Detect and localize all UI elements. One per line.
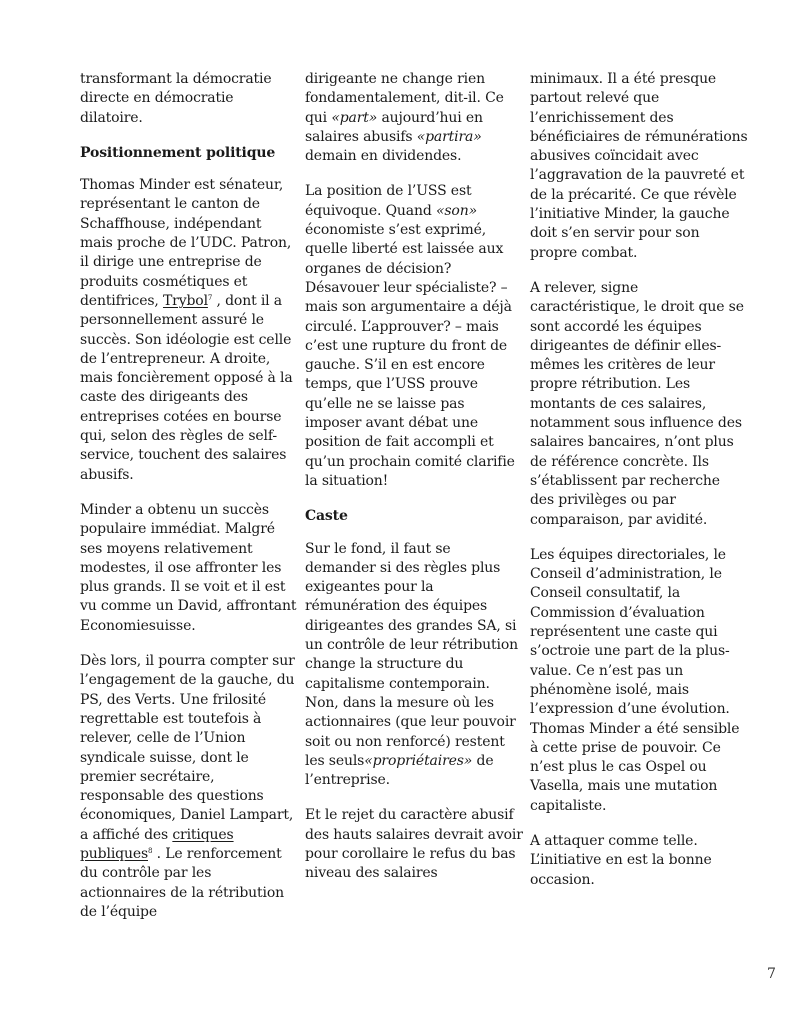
quote-son: «son»: [435, 202, 477, 219]
paragraph-uss: [305, 182, 523, 491]
column-3: [530, 70, 748, 906]
heading-positionnement-politique: Positionnement politique: [80, 144, 276, 161]
paragraph-fond-text-1: Sur le fond, il faut se demander si des règles plus exigeantes pour la rémunération des équipes dirigeantes des grandes SA, si un contrôle de leur rétribution change la structure du capitalisme contemporain. Non, dans la mesure où les actionnaires (que leur pouvoir soit ou non renforcé) restent les seuls: [305, 540, 518, 769]
paragraph-minimaux: minimaux. Il a été presque partout relevé que l’enrichissement des bénéficiaires de rémunérations abusives coïncidait avec l’aggravation de la pauvreté et de la précarité. Ce que révèle l’initiative Minder, la gauche doit s’en servir pour son propre combat.: [530, 71, 748, 261]
paragraph-fond-text-2: de l’entreprise.: [305, 752, 494, 789]
column-2: [305, 70, 523, 900]
paragraph-intro: transformant la démocratie directe en démocratie dilatoire.: [80, 71, 272, 126]
paragraph-senator-text-2: , dont il a personnellement assuré le succès. Son idéologie est celle de l’entrepreneur. A droite, mais foncièrement opposé à la caste des dirigeants des entreprises cotées en bourse qui, selon des règles de self-service, touchent des salaires abusifs.: [80, 292, 293, 483]
heading-caste: Caste: [305, 508, 348, 525]
quote-part: «part»: [331, 109, 378, 126]
paragraph-senator: [80, 176, 298, 485]
paragraph-uss-text-2: économiste s’est exprimé, quelle liberté est laissée aux organes de décision? Désavouer leur spécialiste? – mais son argumentaire a déjà circulé. L’approuver? – mais c’est une rupture du front de gauche. S’il en est encore temps, que l’USS prouve qu’elle ne se laisse pas imposer avant débat une position de fait accompli et qu’un prochain comité clarifie la situation!: [305, 222, 515, 489]
paragraph-left-text-1: Dès lors, il pourra compter sur l’engagement de la gauche, du PS, des Verts. Une frilosité regrettable est toutefois à relever, celle de l’Union syndicale suisse, dont le premier secrétaire, responsable des questions économiques, Daniel Lampart, a affiché des: [80, 653, 295, 843]
paragraph-dirigeante: [305, 70, 523, 166]
paragraph-dirigeante-text-2: aujourd’hui en salaires abusifs: [305, 109, 483, 145]
paragraph-rejet: Et le rejet du caractère abusif des hauts salaires devrait avoir pour corollaire le refus du bas niveau des salaires: [305, 807, 523, 882]
paragraph-dirigeante-text-1: dirigeante ne change rien fondamentalement, dit-il. Ce qui: [305, 71, 504, 126]
paragraph-success: Minder a obtenu un succès populaire immédiat. Malgré ses moyens relativement modestes, il ose affronter les plus grands. Il se voit et il est vu comme un David, affrontant Economiesuisse.: [80, 501, 297, 634]
paragraph-uss-text-1: La position de l’USS est équivoque. Quand: [305, 183, 472, 219]
link-critiques-publiques[interactable]: critiques publiques: [80, 826, 234, 862]
paragraph-relever: A relever, signe caractéristique, le droit que se sont accordé les équipes dirigeantes de définir elles-mêmes les critères de leur propre rétribution. Les montants de ces salaires, notamment sous influence des salaires bancaires, n’ont plus de référence concrète. Ils s’établissent par recherche des privilèges ou par comparaison, par avidité.: [530, 279, 744, 528]
paragraph-attaquer: A attaquer comme telle. L’initiative en est la bonne occasion.: [530, 832, 712, 888]
footnote-ref-7[interactable]: 7: [207, 293, 213, 302]
column-1: [80, 70, 298, 938]
footnote-ref-8[interactable]: 8: [148, 846, 153, 855]
paragraph-left-text-2: . Le renforcement du contrôle par les actionnaires de la rétribution de l’équipe: [80, 845, 284, 920]
paragraph-left-support: [80, 652, 298, 922]
paragraph-dirigeante-text-3: demain en dividendes.: [305, 148, 462, 165]
paragraph-senator-text-1: Thomas Minder est sénateur, représentant le canton de Schaffhouse, indépendant mais proche de l’UDC. Patron, il dirige une entreprise de produits cosmétiques et dentifrices,: [80, 177, 292, 309]
quote-partira: «partira»: [416, 128, 482, 145]
paragraph-equipes: Les équipes directoriales, le Conseil d’administration, le Conseil consultatif, la Commission d’évaluation représentent une caste qui s’octroie une part de la plus-value. Ce n’est pas un phénomène isolé, mais l’expression d’une évolution. Thomas Minder a été sensible à cette prise de pouvoir. Ce n’est plus le cas Ospel ou Vasella, mais une mutation capitaliste.: [530, 546, 740, 814]
page-number: 7: [767, 966, 776, 982]
link-trybol[interactable]: Trybol: [162, 292, 208, 309]
paragraph-fond: [305, 540, 523, 791]
quote-proprietaires: «propriétaires»: [364, 752, 473, 769]
